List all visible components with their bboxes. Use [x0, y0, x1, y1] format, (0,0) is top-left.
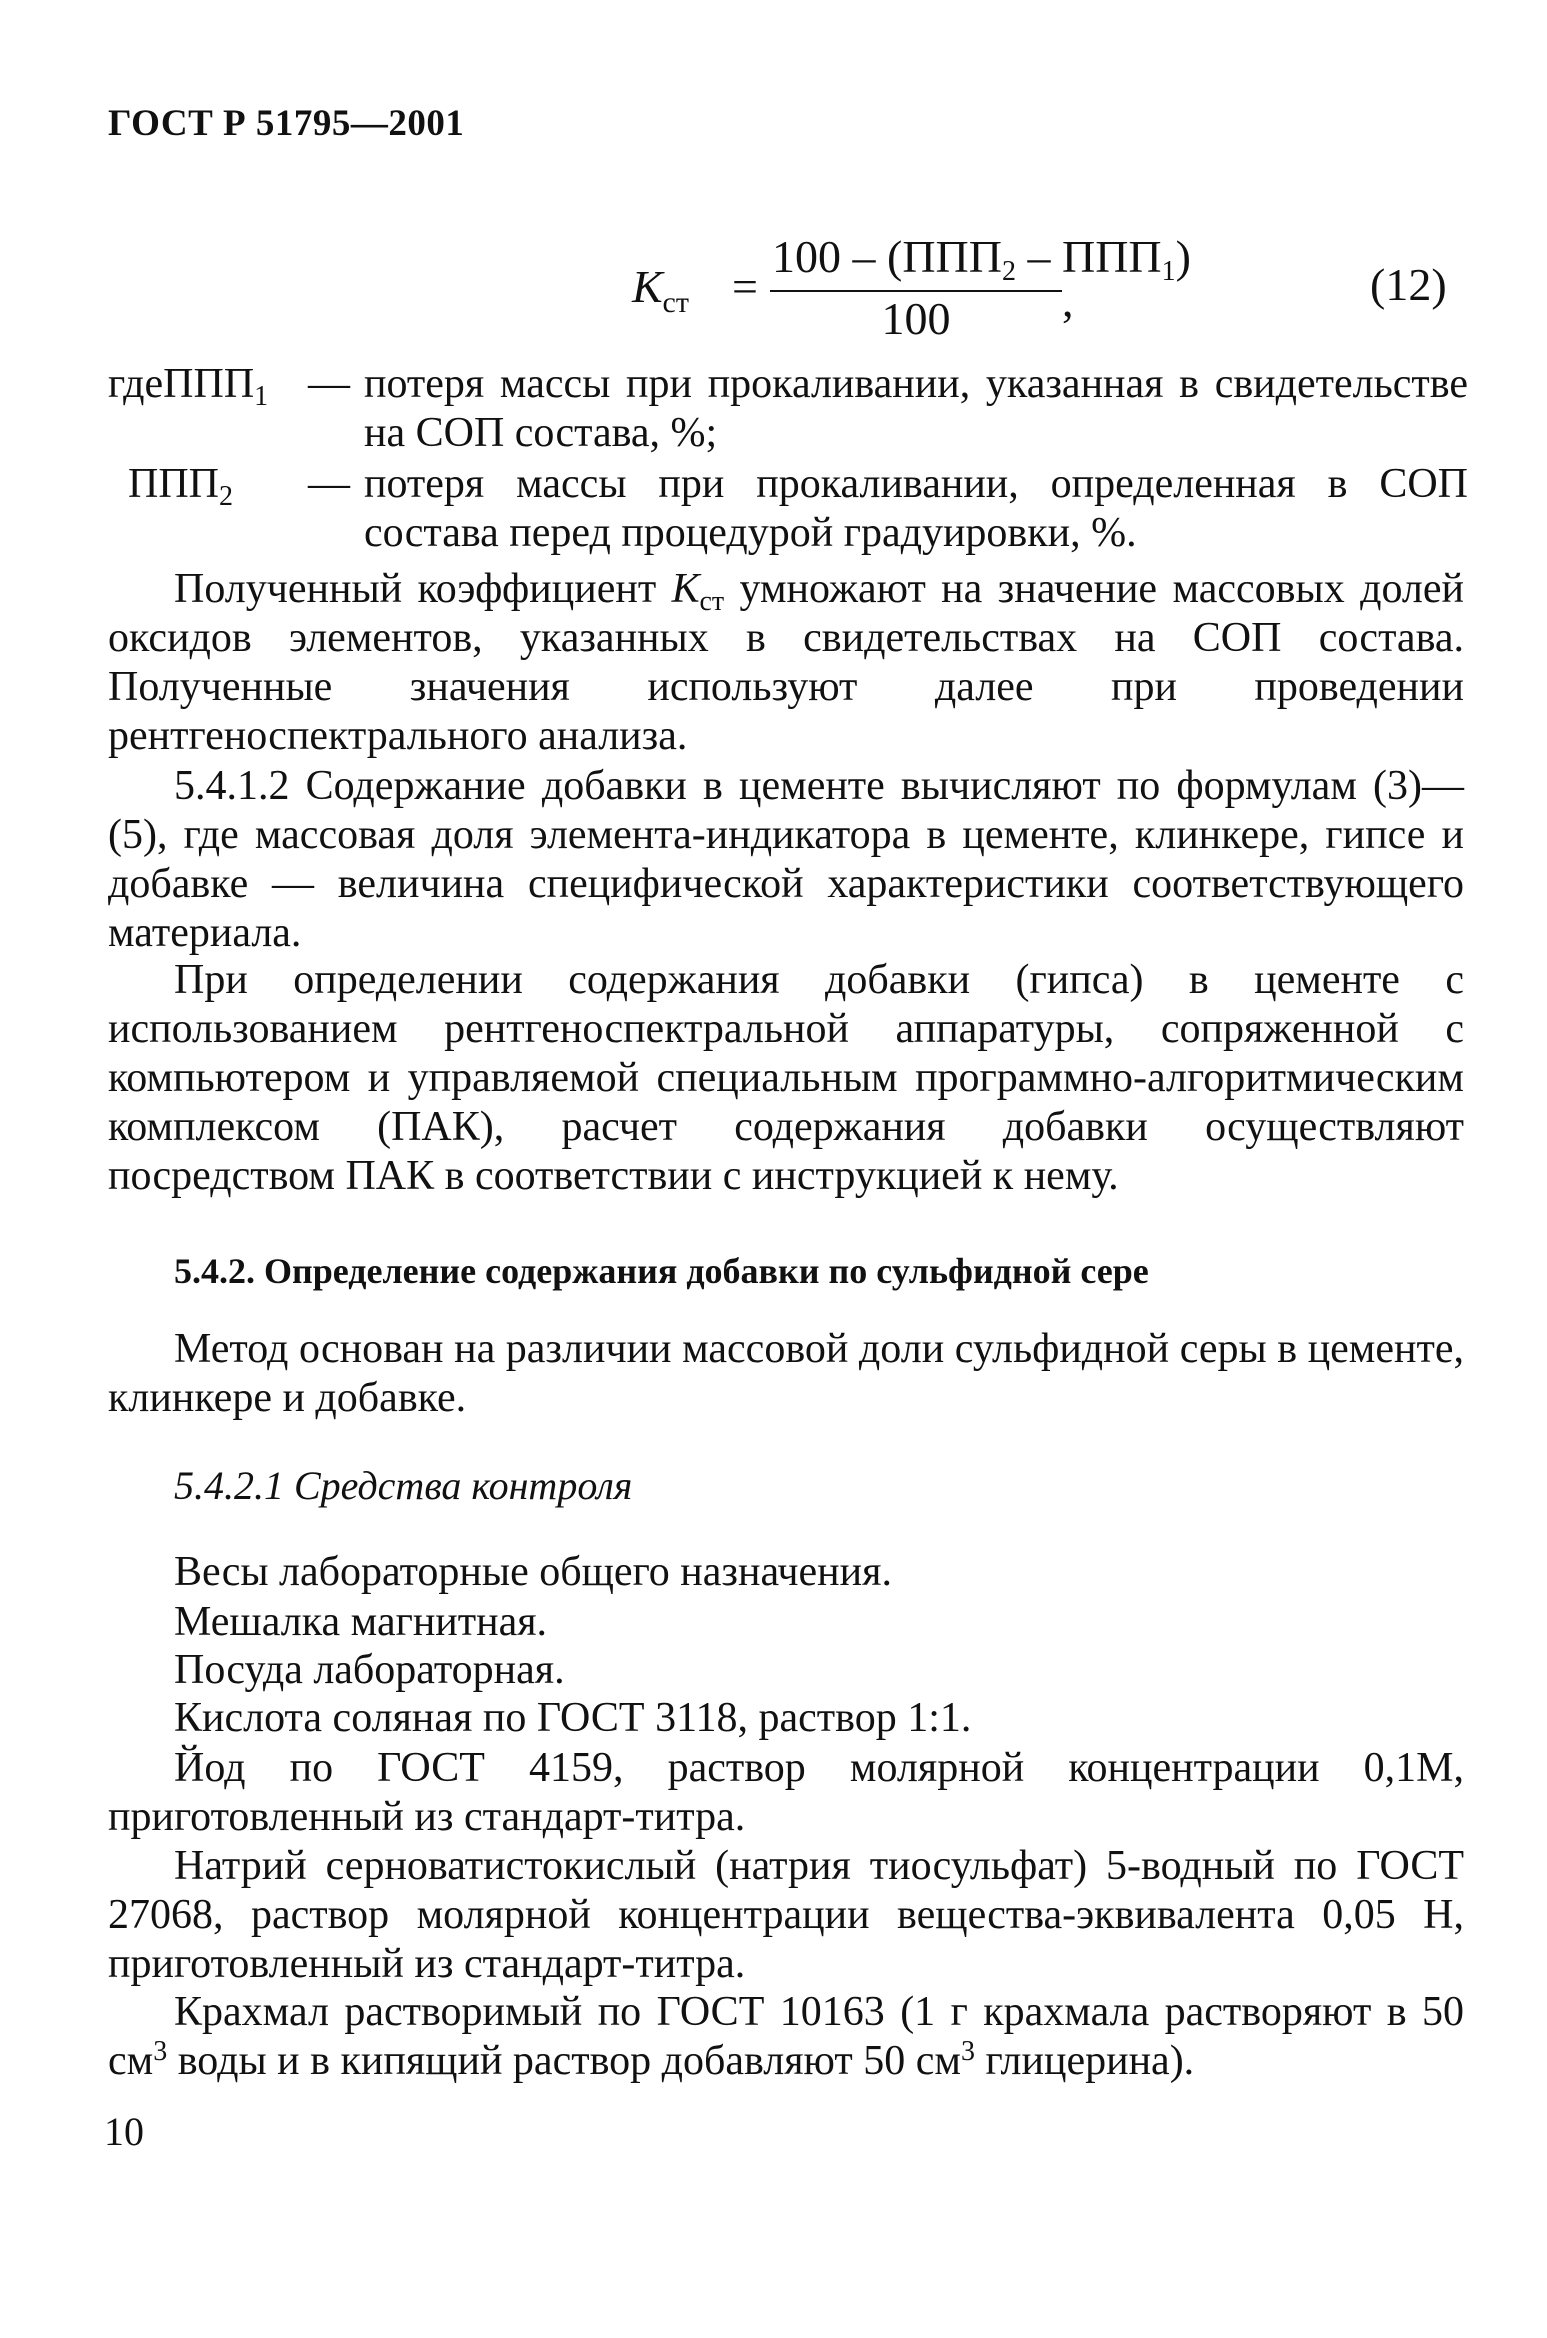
formula-subscript: ст: [662, 286, 689, 319]
list-item: [108, 1842, 1464, 1989]
definition-text: потеря массы при прокаливании, указанная в свидетельстве на СОП состава, %;: [364, 361, 1468, 456]
list-item: [108, 1744, 1464, 1842]
formula-equals: =: [732, 261, 758, 312]
list-item-text: воды и в кипящий раствор добавляют 50 см: [167, 2038, 961, 2084]
section-heading-5-4-2: 5.4.2. Определение содержания добавки по сульфидной сере: [174, 1251, 1149, 1291]
definition-text: потеря массы при прокаливании, определенная в СОП состава перед процедурой градуировки, %.: [364, 461, 1468, 556]
list-item: [108, 1694, 1464, 1743]
term-symbol: ППП: [163, 361, 255, 407]
paragraph-text: Метод основан на различии массовой доли сульфидной серы в цементе, клинкере и добавке.: [108, 1326, 1464, 1421]
definition-term: [108, 360, 269, 412]
list-item-text: Посуда лабораторная.: [174, 1647, 565, 1693]
subsection-heading-5-4-2-1: 5.4.2.1 Средства контроля: [174, 1463, 633, 1508]
paragraph-text: 5.4.1.2 Содержание добавки в цементе вычисляют по формулам (3)—(5), где массовая доля элемента-индикатора в цементе, клинкере, гипсе и добавке — величина специфической характеристики соответствующего материала.: [108, 763, 1464, 956]
list-item-text: Натрий серноватистокислый (натрия тиосульфат) 5-водный по ГОСТ 27068, раствор молярной концентрации вещества-эквивалента 0,05 Н, приготовленный из стандарт-титра.: [108, 1843, 1464, 1987]
formula-lhs: [632, 260, 689, 320]
list-item: [108, 1646, 1464, 1695]
term-subscript: 1: [254, 381, 269, 412]
document-header: ГОСТ Р 51795—2001: [108, 103, 465, 144]
numerator-sub-2: 2: [1001, 256, 1016, 287]
list-item-text: Йод по ГОСТ 4159, раствор молярной концентрации 0,1М, приготовленный из стандарт-титра.: [108, 1745, 1464, 1840]
formula-comma: ,: [1062, 275, 1074, 326]
definition-dash: —: [308, 361, 350, 407]
paragraph-text: умножают на значение массовых долей оксидов элементов, указанных в свидетельствах на СОП состава. Полученные значения используют далее при проведении рентгеноспектрального анализа.: [108, 566, 1464, 759]
symbol: К: [671, 566, 700, 612]
term-subscript: 2: [219, 481, 233, 512]
paragraph-coefficient: [108, 565, 1464, 761]
formula-numerator: [772, 230, 1191, 288]
list-item-text: Весы лабораторные общего назначения.: [174, 1549, 892, 1595]
list-item-starch: [108, 1988, 1464, 2086]
definition-term: [128, 460, 233, 512]
term-symbol: ППП: [128, 461, 219, 507]
paragraph-5-4-1-2: [108, 762, 1464, 958]
superscript: 3: [960, 2036, 975, 2067]
list-item-text: глицерина).: [974, 2038, 1195, 2084]
paragraph-text: При определении содержания добавки (гипса) в цементе с использованием рентгеноспектральной аппаратуры, сопряженной с компьютером и управляемой специальным программно-алгоритмическим комплексом (ПАК), расчет содержания добавки осуществляют посредством ПАК в соответствии с инструкцией к нему.: [108, 957, 1464, 1199]
symbol-subscript: ст: [699, 586, 725, 617]
definition-prefix: где: [108, 361, 164, 407]
paragraph-method: [108, 1325, 1464, 1423]
numerator-part-b: – ППП: [1015, 231, 1162, 282]
formula-12: [0, 230, 1547, 360]
formula-denominator: 100: [881, 293, 951, 344]
page-number: 10: [104, 2109, 144, 2154]
formula-symbol: К: [632, 261, 663, 312]
list-item: [108, 1548, 1464, 1597]
list-item-text: Крахмал растворимый по ГОСТ 10163 (1 г крахмала растворяют в 50 см: [108, 1989, 1464, 2084]
paragraph-text: Полученный коэффициент: [174, 566, 672, 612]
superscript: 3: [153, 2036, 168, 2067]
list-item: [108, 1598, 1464, 1647]
paragraph-pak: [108, 956, 1464, 1201]
numerator-sub-1: 1: [1161, 256, 1176, 287]
numerator-part-a: 100 – (ППП: [772, 231, 1002, 282]
definition-dash: —: [308, 461, 350, 507]
equation-number: (12): [1370, 259, 1447, 310]
numerator-part-c: ): [1175, 231, 1191, 282]
list-item-text: Кислота соляная по ГОСТ 3118, раствор 1:1.: [174, 1695, 972, 1741]
coefficient-symbol: [671, 566, 725, 617]
list-item-text: Мешалка магнитная.: [174, 1599, 548, 1645]
